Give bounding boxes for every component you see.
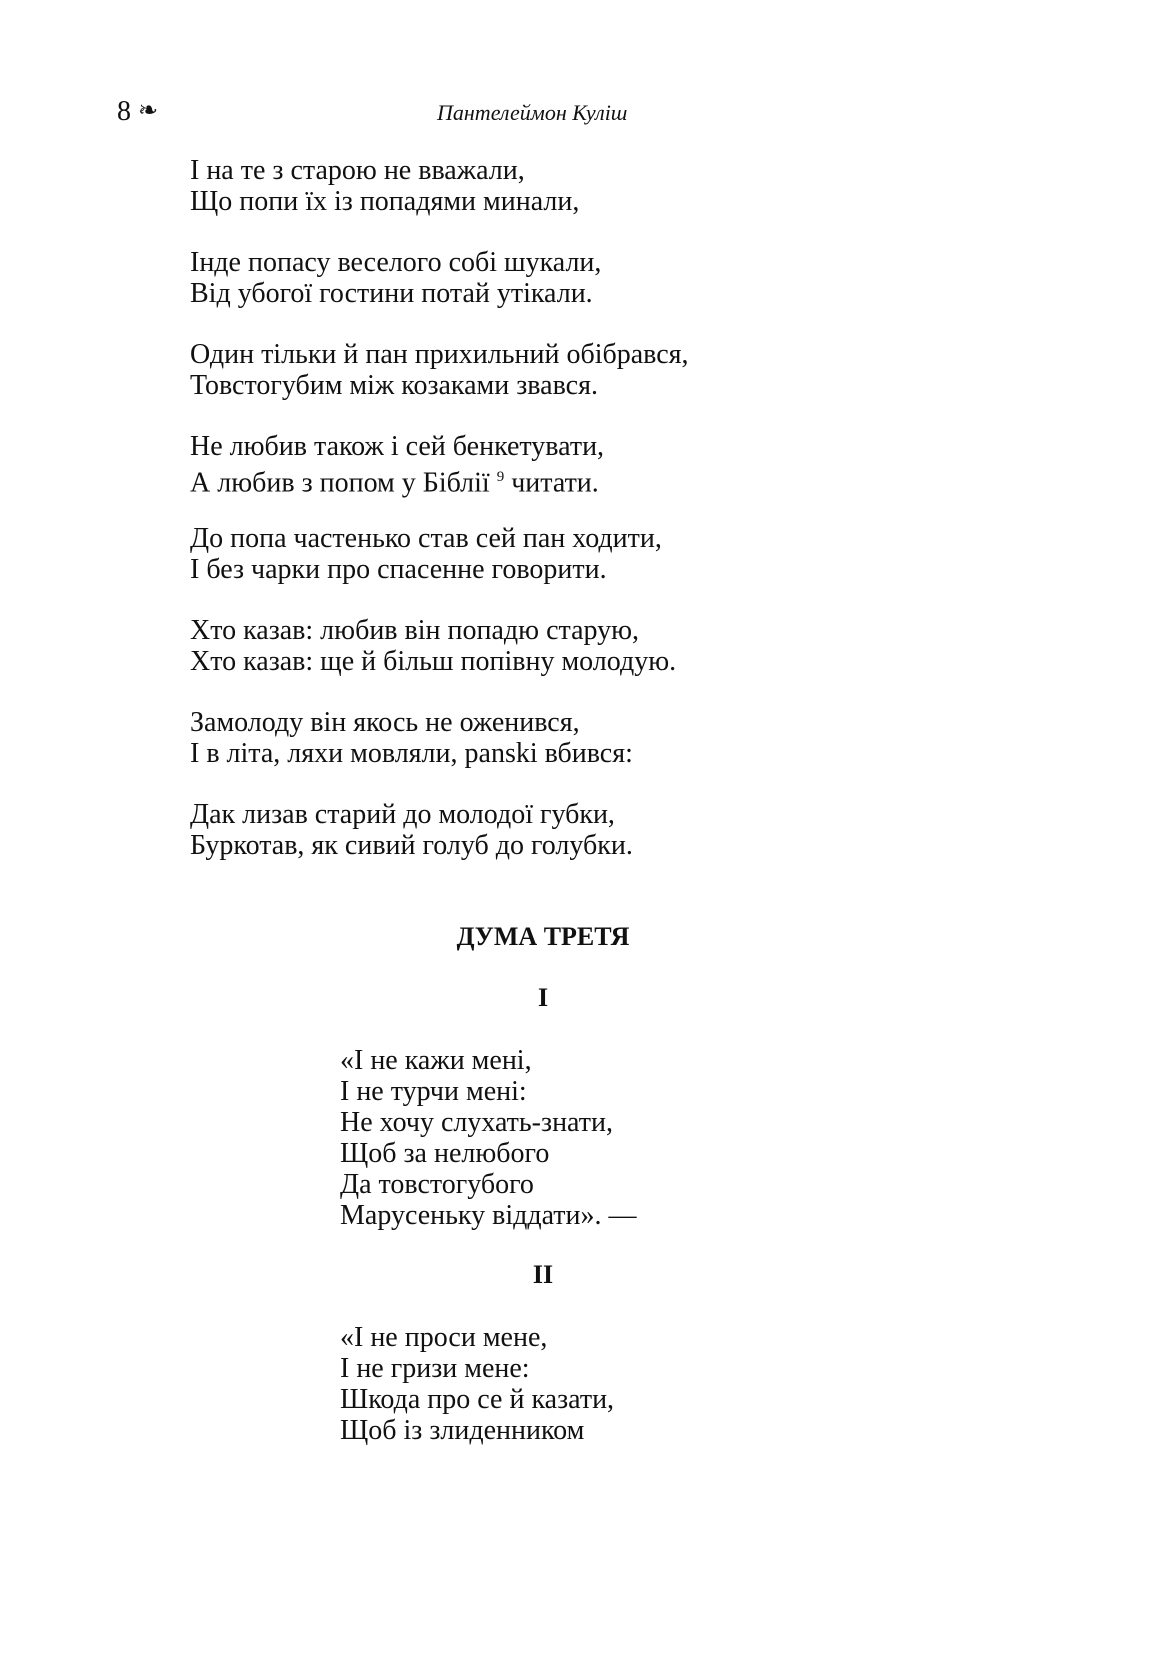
verse-line: Хто казав: любив він попадю старую,	[190, 615, 640, 646]
section-2-stanza	[340, 1322, 614, 1446]
verse-line: Дак лизав старий до молодої губки,	[190, 799, 615, 830]
verse-line: Шкода про се й казати,	[340, 1384, 615, 1415]
verse-line: Замолоду він якось не оженився,	[190, 707, 580, 738]
verse-line: Інде попасу веселого собі шукали,	[190, 247, 602, 278]
section-numeral-2: II	[532, 1260, 554, 1289]
verse-line: «І не проси мене,	[340, 1322, 548, 1353]
verse-text: читати.	[504, 467, 599, 499]
footnote-marker: 9	[496, 469, 505, 485]
verse-text: А любив з попом у Біблії	[190, 467, 490, 499]
verse-line: Марусеньку віддати». —	[340, 1200, 637, 1231]
verse-line: І на те з старою не вважали,	[190, 155, 525, 186]
stanza	[190, 799, 689, 861]
stanza	[190, 339, 689, 401]
stanza	[190, 615, 689, 677]
stanza	[190, 247, 689, 309]
running-title: Пантелеймон Куліш	[437, 100, 628, 125]
verse-line: Не хочу слухать-знати,	[340, 1107, 613, 1138]
verse-line: Не любив також і сей бенкетувати,	[190, 431, 605, 462]
stanza	[190, 155, 689, 217]
section-numeral-1: I	[537, 983, 549, 1012]
verse-line: Що попи їх із попадями минали,	[190, 186, 580, 217]
stanza	[190, 707, 689, 769]
verse-line: Да товстогубого	[340, 1169, 534, 1200]
verse-line	[190, 462, 689, 499]
verse-line: І не гризи мене:	[340, 1353, 530, 1384]
verse-line: І в літа, ляхи мовляли, panski вбився:	[190, 738, 633, 769]
page-number: 8	[117, 96, 131, 127]
stanza	[190, 523, 689, 585]
verse-line: Буркотав, як сивий голуб до голубки.	[190, 830, 633, 861]
fleuron-ornament-icon: ❧	[138, 98, 159, 124]
verse-line: І не турчи мені:	[340, 1076, 527, 1107]
poem-part-one	[190, 155, 689, 891]
verse-line: Від убогої гостини потай утікали.	[190, 278, 593, 309]
verse-line: До попа частенько став сей пан ходити,	[190, 523, 662, 554]
section-1-stanza	[340, 1045, 637, 1231]
verse-line: Товстогубим між козаками звався.	[190, 370, 598, 401]
stanza	[190, 431, 689, 499]
verse-line: «І не кажи мені,	[340, 1045, 532, 1076]
verse-line: Хто казав: ще й більш попівну молодую.	[190, 646, 677, 677]
verse-line: І без чарки про спасенне говорити.	[190, 554, 607, 585]
verse-line: Щоб із злиденником	[340, 1415, 585, 1446]
verse-line: Один тільки й пан прихильний обібрався,	[190, 339, 689, 370]
verse-line: Щоб за нелюбого	[340, 1138, 550, 1169]
section-title: ДУМА ТРЕТЯ	[456, 922, 630, 951]
